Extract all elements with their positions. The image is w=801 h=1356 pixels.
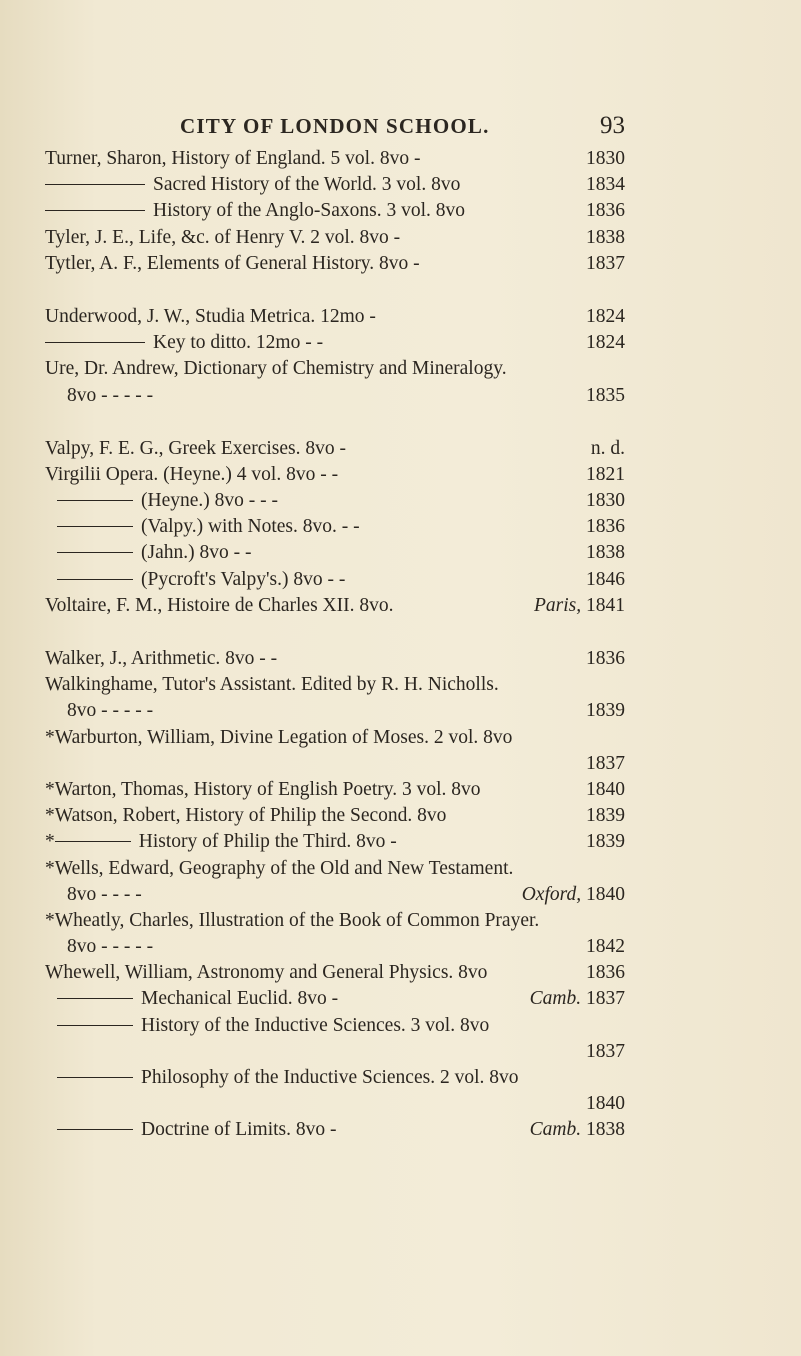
catalogue-entry: Walkinghame, Tutor's Assistant. Edited by R. H. Nicholls. bbox=[45, 674, 499, 696]
ditto-dash bbox=[45, 184, 145, 185]
catalogue-entry: 8vo - - - - - 1835 bbox=[67, 384, 625, 406]
catalogue-entry: Key to ditto. 12mo - - 1824 bbox=[45, 330, 625, 356]
catalogue-entry: *Wells, Edward, Geography of the Old and New Testament. bbox=[45, 857, 514, 879]
catalogue-entry: Philosophy of the Inductive Sciences. 2 vol. 8vo bbox=[45, 1065, 625, 1091]
ditto-dash bbox=[57, 552, 133, 553]
catalogue-entry: Tyler, J. E., Life, &c. of Henry V. 2 vol. 8vo - 1838 bbox=[45, 226, 625, 248]
catalogue-entry: (Valpy.) with Notes. 8vo. - - 1836 bbox=[45, 514, 625, 540]
catalogue-entry: (Jahn.) 8vo - - 1838 bbox=[45, 540, 625, 566]
catalogue-entry: Mechanical Euclid. 8vo - Camb. 1837 bbox=[45, 986, 625, 1012]
ditto-dash bbox=[57, 579, 133, 580]
catalogue-entry: Virgilii Opera. (Heyne.) 4 vol. 8vo - - 1821 bbox=[45, 463, 625, 485]
catalogue-entry: Tytler, A. F., Elements of General History. 8vo - 1837 bbox=[45, 252, 625, 274]
catalogue-entry: *Wheatly, Charles, Illustration of the Book of Common Prayer. bbox=[45, 909, 540, 931]
section-gap bbox=[45, 277, 625, 304]
catalogue-entry: *Warton, Thomas, History of English Poetry. 3 vol. 8vo 1840 bbox=[45, 778, 625, 800]
catalogue-entry: * History of Philip the Third. 8vo - 1839 bbox=[45, 831, 625, 853]
catalogue-entry: Sacred History of the World. 3 vol. 8vo 1834 bbox=[45, 172, 625, 198]
catalogue-entry: Whewell, William, Astronomy and General Physics. 8vo 1836 bbox=[45, 962, 625, 984]
catalogue-entry: Underwood, J. W., Studia Metrica. 12mo - 1824 bbox=[45, 305, 625, 327]
catalogue-entry: Ure, Dr. Andrew, Dictionary of Chemistry and Mineralogy. bbox=[45, 358, 507, 380]
catalogue-entry: 1837 bbox=[586, 752, 625, 774]
page-number: 93 bbox=[600, 112, 625, 139]
catalogue-list bbox=[45, 146, 625, 1144]
ditto-dash bbox=[55, 841, 131, 842]
catalogue-entry: Turner, Sharon, History of England. 5 vol. 8vo - 1830 bbox=[45, 148, 625, 169]
catalogue-entry: History of the Inductive Sciences. 3 vol. 8vo bbox=[45, 1013, 625, 1039]
catalogue-entry: 1837 bbox=[586, 1040, 625, 1062]
catalogue-entry: Valpy, F. E. G., Greek Exercises. 8vo - n. d. bbox=[45, 437, 625, 459]
catalogue-entry: Walker, J., Arithmetic. 8vo - - 1836 bbox=[45, 648, 625, 669]
section-gap bbox=[45, 619, 625, 646]
catalogue-entry: 8vo - - - - - 1839 bbox=[67, 700, 625, 722]
catalogue-entry: Doctrine of Limits. 8vo - Camb. 1838 bbox=[45, 1117, 625, 1143]
catalogue-entry: History of the Anglo-Saxons. 3 vol. 8vo 1836 bbox=[45, 198, 625, 224]
catalogue-entry: 8vo - - - - Oxford, 1840 bbox=[67, 883, 625, 905]
catalogue-entry: 8vo - - - - - 1842 bbox=[67, 936, 625, 958]
ditto-dash bbox=[57, 1077, 133, 1078]
catalogue-entry: Voltaire, F. M., Histoire de Charles XII. 8vo. Paris, 1841 bbox=[45, 594, 625, 616]
ditto-dash bbox=[57, 526, 133, 527]
catalogue-entry: (Heyne.) 8vo - - - 1830 bbox=[45, 488, 625, 514]
ditto-dash bbox=[57, 500, 133, 501]
ditto-dash bbox=[45, 342, 145, 343]
running-head: CITY OF LONDON SCHOOL. bbox=[180, 114, 490, 138]
ditto-dash bbox=[45, 210, 145, 211]
catalogue-entry: 1840 bbox=[586, 1093, 625, 1115]
ditto-dash bbox=[57, 1129, 133, 1130]
page-header bbox=[45, 112, 625, 146]
section-gap bbox=[45, 409, 625, 436]
catalogue-entry: *Watson, Robert, History of Philip the Second. 8vo 1839 bbox=[45, 805, 625, 827]
catalogue-entry: *Warburton, William, Divine Legation of Moses. 2 vol. 8vo bbox=[45, 726, 513, 748]
catalogue-entry: (Pycroft's Valpy's.) 8vo - - 1846 bbox=[45, 567, 625, 593]
ditto-dash bbox=[57, 998, 133, 999]
ditto-dash bbox=[57, 1025, 133, 1026]
